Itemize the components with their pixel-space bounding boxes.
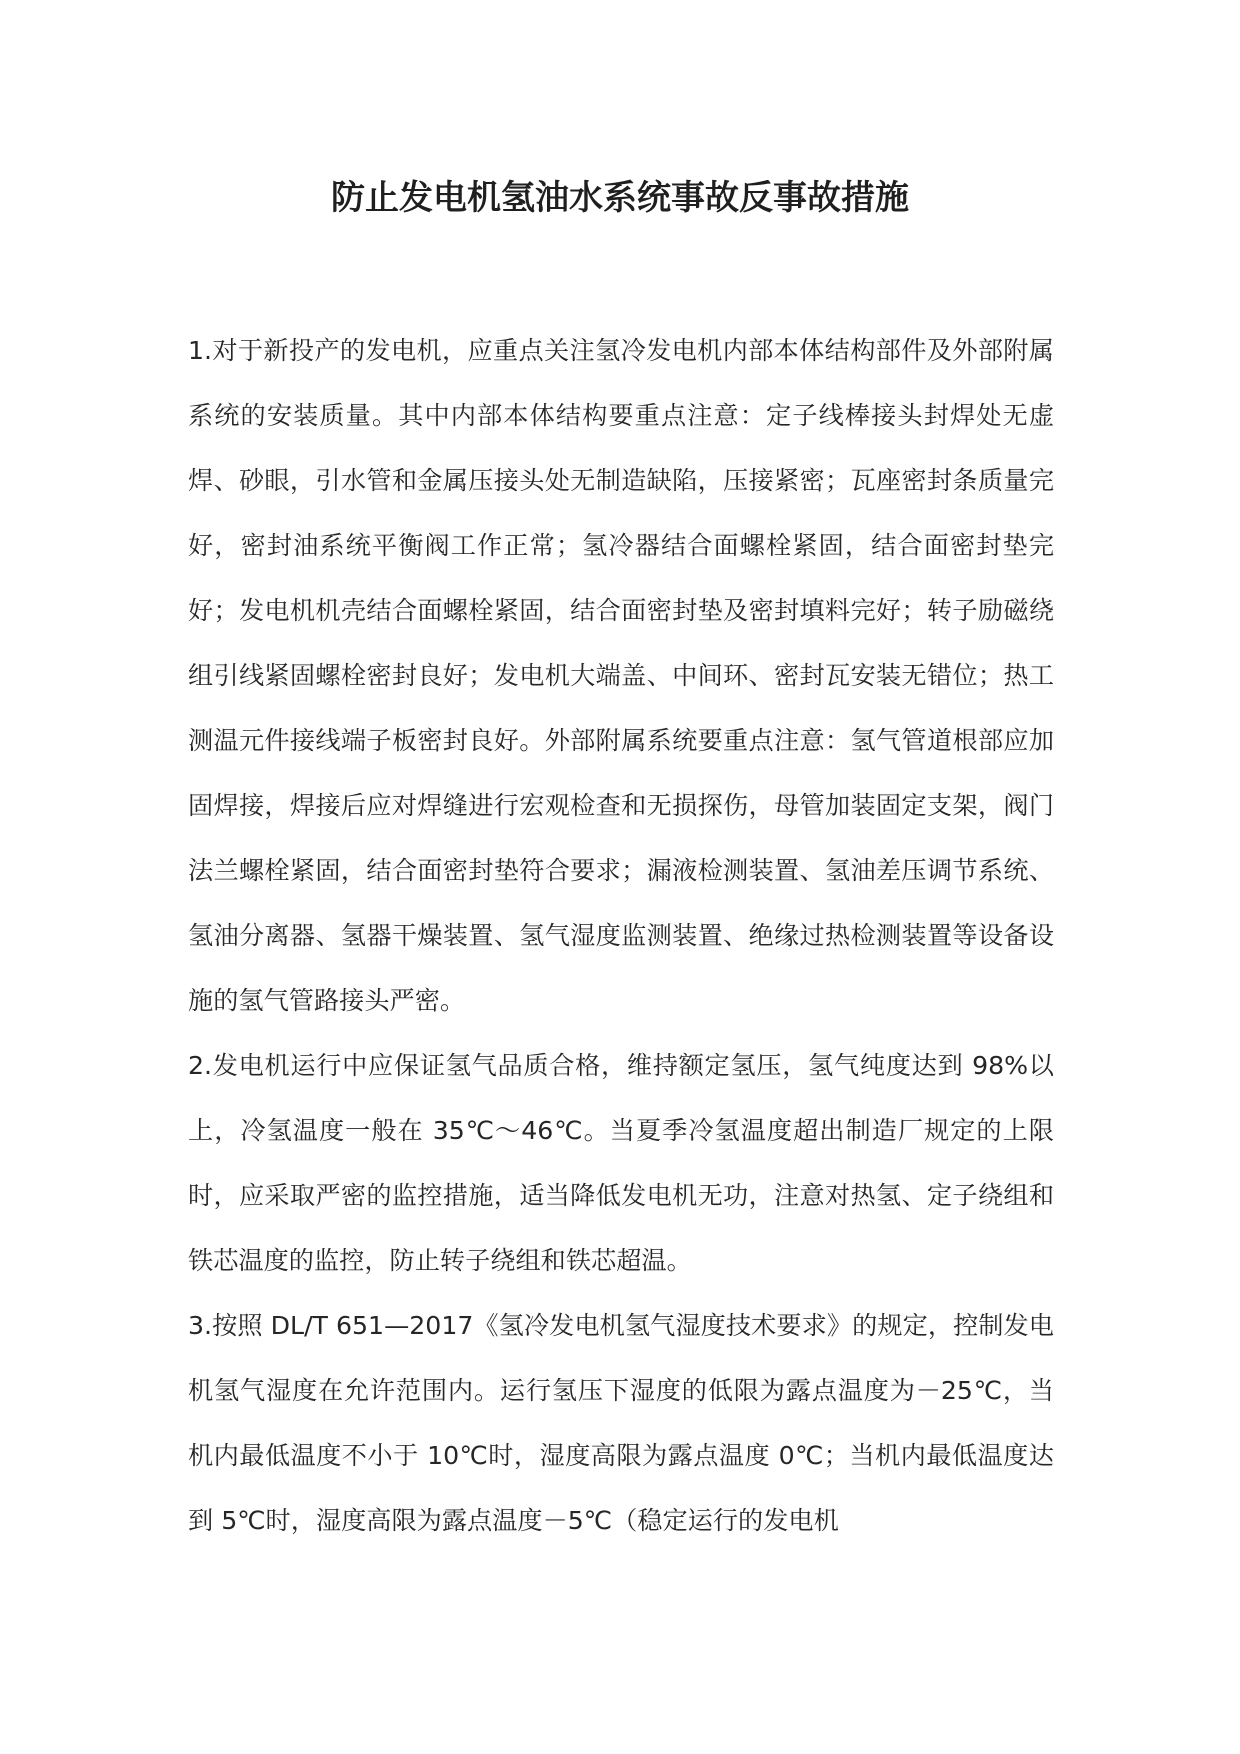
- document-title: 防止发电机氢油水系统事故反事故措施: [331, 178, 909, 218]
- paragraph-3: 3.按照 DL/T 651—2017《氢冷发电机氢气湿度技术要求》的规定，控制发电机氢气湿度在允许范围内。运行氢压下湿度的低限为露点温度为－25℃，当机内最低温度不小于 10℃时，湿度高限为露点温度 0℃；当机内最低温度达到 5℃时，湿度高限为露点温度－5℃（稳定运行的发电机: [188, 1311, 1054, 1535]
- paragraph-2: 2.发电机运行中应保证氢气品质合格，维持额定氢压，氢气纯度达到 98%以上，冷氢温度一般在 35℃～46℃。当夏季冷氢温度超出制造厂规定的上限时，应采取严密的监控措施，适当降低发电机无功，注意对热氢、定子绕组和铁芯温度的监控，防止转子绕组和铁芯超温。: [188, 1051, 1054, 1275]
- document-body: [188, 318, 1054, 1553]
- paragraph-1: 1.对于新投产的发电机，应重点关注氢冷发电机内部本体结构部件及外部附属系统的安装质量。其中内部本体结构要重点注意：定子线棒接头封焊处无虚焊、砂眼，引水管和金属压接头处无制造缺陷，压接紧密；瓦座密封条质量完好，密封油系统平衡阀工作正常；氢冷器结合面螺栓紧固，结合面密封垫完好；发电机机壳结合面螺栓紧固，结合面密封垫及密封填料完好；转子励磁绕组引线紧固螺栓密封良好；发电机大端盖、中间环、密封瓦安装无错位；热工测温元件接线端子板密封良好。外部附属系统要重点注意：氢气管道根部应加固焊接，焊接后应对焊缝进行宏观检查和无损探伤，母管加装固定支架，阀门法兰螺栓紧固，结合面密封垫符合要求；漏液检测装置、氢油差压调节系统、氢油分离器、氢器干燥装置、氢气湿度监测装置、绝缘过热检测装置等设备设施的氢气管路接头严密。: [188, 336, 1054, 1015]
